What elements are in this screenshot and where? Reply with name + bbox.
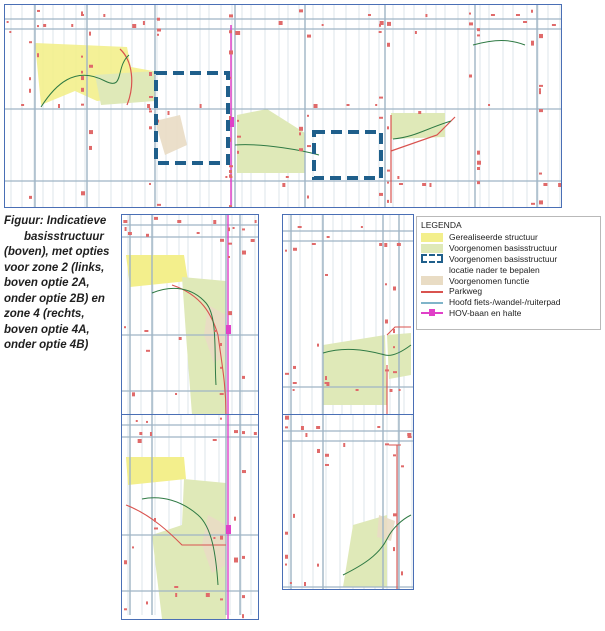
building (149, 96, 153, 98)
map-legend (416, 216, 601, 330)
building (322, 24, 324, 26)
zone-4-option-4b-map (282, 414, 414, 590)
caption-line: voor zone 2 (links, (4, 261, 105, 274)
overview-map-svg (5, 5, 561, 207)
building (285, 416, 289, 420)
building (393, 329, 395, 333)
building (242, 470, 246, 473)
building (393, 371, 397, 373)
planned-structure-area-west (95, 71, 155, 105)
building (81, 76, 84, 80)
building (168, 111, 170, 115)
legend-item (421, 264, 596, 275)
building (393, 286, 396, 290)
planned-function-area (155, 115, 187, 155)
building (399, 389, 401, 391)
building (531, 41, 534, 45)
building (206, 593, 210, 597)
building (286, 176, 289, 178)
building (317, 344, 319, 347)
building (325, 464, 329, 466)
legend-swatch (421, 276, 443, 285)
realized-structure-area (126, 255, 188, 287)
building (81, 11, 83, 15)
building (136, 420, 138, 422)
building (132, 24, 136, 28)
building (103, 14, 105, 17)
building (242, 251, 246, 255)
zone-2-option-2b-svg (122, 415, 258, 619)
building (149, 110, 152, 112)
building (220, 598, 223, 600)
building (285, 532, 288, 535)
building (317, 564, 319, 567)
zone-2-option-2a-map (121, 214, 259, 416)
building (387, 43, 390, 47)
realized-structure-area (126, 457, 186, 485)
building (37, 53, 39, 57)
building (254, 432, 257, 435)
building (387, 126, 389, 129)
zone-4-option-4a-svg (283, 215, 413, 415)
building (422, 183, 426, 186)
planned-structure-area-center (237, 109, 305, 173)
building (229, 205, 232, 207)
building (71, 24, 73, 27)
building (393, 454, 396, 456)
building (179, 337, 182, 340)
legend-item (421, 232, 596, 243)
building (124, 560, 127, 564)
building (491, 14, 495, 16)
building (139, 432, 142, 435)
building (379, 31, 382, 33)
zone-4-option-4b-svg (283, 415, 413, 589)
building (242, 614, 244, 618)
building (255, 220, 257, 223)
building (301, 426, 304, 430)
building (154, 518, 156, 522)
building (305, 433, 307, 437)
legend-swatch (421, 265, 443, 274)
building (477, 167, 480, 170)
building (242, 556, 245, 559)
building (229, 176, 232, 178)
building (150, 432, 152, 436)
building (401, 465, 404, 467)
building (477, 151, 480, 155)
caption-line: zone 4 (rechts, (4, 308, 85, 320)
building (327, 236, 330, 238)
legend-item (421, 308, 596, 319)
building (393, 547, 395, 551)
building (29, 196, 32, 199)
building (235, 31, 237, 35)
building (380, 21, 384, 25)
building (325, 376, 327, 380)
building (347, 104, 350, 106)
legend-title: LEGENDA (421, 220, 462, 230)
zone-2-option-2a-svg (122, 215, 258, 415)
building (220, 239, 224, 242)
hov-stop (226, 525, 231, 534)
building (149, 72, 152, 76)
building (539, 109, 543, 112)
building (299, 127, 303, 131)
building (307, 145, 311, 147)
building (220, 343, 222, 346)
building (157, 34, 159, 36)
legend-swatch (421, 254, 443, 263)
building (124, 608, 127, 610)
building (299, 9, 303, 12)
building (251, 239, 255, 242)
building (312, 243, 316, 245)
building (385, 369, 389, 371)
building (229, 14, 233, 17)
building (9, 31, 11, 33)
building (157, 18, 160, 21)
overview-map (4, 4, 562, 208)
building (307, 115, 309, 117)
building (293, 248, 297, 251)
building (200, 104, 202, 108)
building (154, 217, 158, 220)
building (539, 173, 542, 175)
building (317, 449, 320, 453)
building (213, 537, 215, 539)
building (89, 146, 92, 150)
building (228, 311, 232, 315)
building (37, 25, 39, 27)
legend-label: HOV-baan en halte (449, 307, 522, 318)
building (197, 232, 200, 234)
legend-label: Voorgenomen basisstructuur (449, 253, 558, 264)
building (361, 226, 363, 228)
building (469, 75, 472, 78)
building (293, 514, 295, 518)
legend-swatch (421, 298, 443, 307)
building (531, 203, 535, 205)
building (399, 183, 403, 185)
building (415, 31, 417, 34)
building (523, 21, 527, 23)
legend-swatch (421, 233, 443, 242)
caption-line: onder optie 2B) en (4, 292, 105, 305)
building (214, 330, 216, 332)
building (477, 161, 481, 165)
building (237, 136, 241, 138)
building (539, 34, 543, 38)
building (146, 601, 148, 604)
building (242, 595, 245, 598)
building (29, 89, 31, 93)
building (418, 111, 421, 114)
building (285, 555, 288, 559)
building (124, 326, 126, 328)
building (384, 243, 387, 247)
legend-label: Gerealiseerde structuur (449, 232, 538, 243)
building (293, 382, 297, 384)
building (316, 426, 320, 429)
building (558, 183, 561, 187)
building (407, 433, 411, 436)
building (385, 319, 388, 323)
caption-line: basisstructuur (24, 230, 104, 243)
building (307, 35, 311, 38)
building (393, 346, 395, 348)
building (393, 513, 397, 516)
building (325, 274, 328, 276)
building (146, 234, 149, 237)
building (379, 117, 383, 119)
building (543, 183, 547, 186)
building (237, 151, 239, 154)
caption-line: Figuur: Indicatieve (4, 215, 107, 227)
planned-function-area (377, 515, 395, 541)
building (293, 366, 296, 369)
building (81, 56, 83, 58)
building (228, 243, 232, 245)
building (397, 176, 399, 179)
legend-item (421, 243, 596, 254)
building (233, 227, 235, 229)
building (220, 393, 224, 395)
building (228, 228, 230, 231)
legend-swatch (421, 287, 443, 296)
legend-label: Hoofd fiets-/wandel-/ruiterpad (449, 297, 561, 308)
figure-caption (4, 214, 116, 354)
building (401, 571, 403, 575)
zone-4-dashed-box (314, 132, 381, 178)
building (343, 443, 345, 447)
legend-label: Parkweg (449, 286, 483, 297)
building (307, 196, 309, 199)
building (375, 104, 377, 106)
building (234, 430, 238, 433)
legend-item (421, 275, 596, 286)
building (237, 120, 239, 122)
building (149, 183, 151, 185)
planned-structure-area (323, 335, 387, 405)
building (356, 389, 359, 391)
building (132, 546, 134, 548)
caption-line: (boven), met opties (4, 246, 110, 258)
building (242, 376, 245, 379)
legend-label: Voorgenomen functie (449, 275, 530, 286)
building (379, 97, 383, 99)
building (234, 517, 236, 521)
building (387, 200, 389, 203)
building (379, 193, 383, 196)
building (220, 536, 223, 540)
zone-2-option-2b-map (121, 414, 259, 620)
building (477, 34, 480, 36)
building (290, 582, 292, 584)
building (228, 256, 230, 258)
building (157, 29, 161, 32)
building (282, 183, 285, 187)
building (379, 243, 382, 246)
caption-line: onder optie 4B) (4, 339, 89, 351)
building (229, 50, 233, 54)
building (325, 454, 329, 457)
building (387, 22, 391, 26)
building (387, 170, 390, 172)
building (174, 586, 178, 588)
building (234, 559, 238, 562)
building (58, 104, 60, 108)
building (385, 443, 389, 445)
building (285, 564, 287, 566)
building (149, 126, 152, 129)
building (157, 204, 161, 206)
building (425, 14, 427, 17)
building (220, 367, 222, 369)
building (225, 176, 227, 178)
legend-label: Voorgenomen basisstructuur (449, 243, 558, 254)
legend-swatch (421, 308, 443, 317)
building (177, 220, 181, 223)
building (81, 104, 84, 106)
building (128, 232, 132, 235)
building (242, 431, 245, 434)
building (314, 104, 318, 108)
building (242, 228, 245, 230)
building (389, 389, 392, 392)
building (138, 439, 142, 443)
building (285, 426, 288, 428)
building (81, 88, 84, 92)
building (408, 436, 412, 438)
building (429, 183, 431, 187)
building (298, 226, 302, 228)
building (387, 182, 389, 184)
building (229, 165, 233, 167)
building (43, 24, 46, 27)
building (143, 21, 145, 25)
building (125, 227, 127, 231)
building (147, 104, 150, 108)
building (477, 28, 480, 31)
building (89, 65, 93, 68)
building (299, 132, 301, 135)
building (175, 393, 177, 395)
building (488, 104, 490, 106)
building (37, 10, 40, 12)
building (516, 14, 520, 16)
building (285, 373, 289, 375)
building (144, 330, 148, 332)
building (7, 21, 9, 23)
building (146, 350, 150, 352)
building (175, 593, 177, 597)
building (285, 250, 287, 252)
building (368, 14, 371, 16)
building (539, 200, 543, 204)
building (149, 108, 151, 110)
building (377, 426, 380, 428)
building (146, 421, 148, 423)
building (89, 32, 91, 36)
hov-stop (226, 325, 231, 334)
building (132, 392, 135, 396)
legend-item (421, 254, 596, 265)
building (229, 170, 232, 173)
legend-swatch (421, 244, 443, 253)
legend-item (421, 297, 596, 308)
building (279, 21, 283, 25)
building (326, 382, 329, 386)
building (299, 148, 303, 151)
building (29, 77, 31, 80)
legend-label: locatie nader te bepalen (449, 264, 540, 275)
building (29, 41, 32, 43)
building (154, 527, 158, 529)
building (539, 90, 541, 94)
building (81, 191, 85, 193)
building (123, 220, 127, 223)
building (81, 71, 83, 73)
building (539, 85, 543, 87)
building (397, 243, 401, 246)
building (469, 13, 471, 15)
building (552, 24, 556, 26)
caption-line: boven optie 4A, (4, 323, 90, 336)
caption-line: boven optie 2A, (4, 277, 90, 289)
building (304, 582, 306, 586)
building (229, 30, 232, 33)
legend-item (421, 286, 596, 297)
building (385, 283, 387, 285)
building (531, 10, 533, 13)
zone-4-option-4a-map (282, 214, 414, 416)
building (213, 439, 217, 441)
building (477, 181, 480, 184)
legend-items (421, 232, 596, 318)
building (229, 116, 231, 120)
building (21, 104, 24, 106)
building (539, 88, 541, 90)
building (293, 389, 295, 391)
building (213, 220, 216, 224)
building (89, 130, 93, 134)
building (469, 22, 473, 25)
building (220, 418, 222, 420)
buildings (7, 9, 561, 207)
